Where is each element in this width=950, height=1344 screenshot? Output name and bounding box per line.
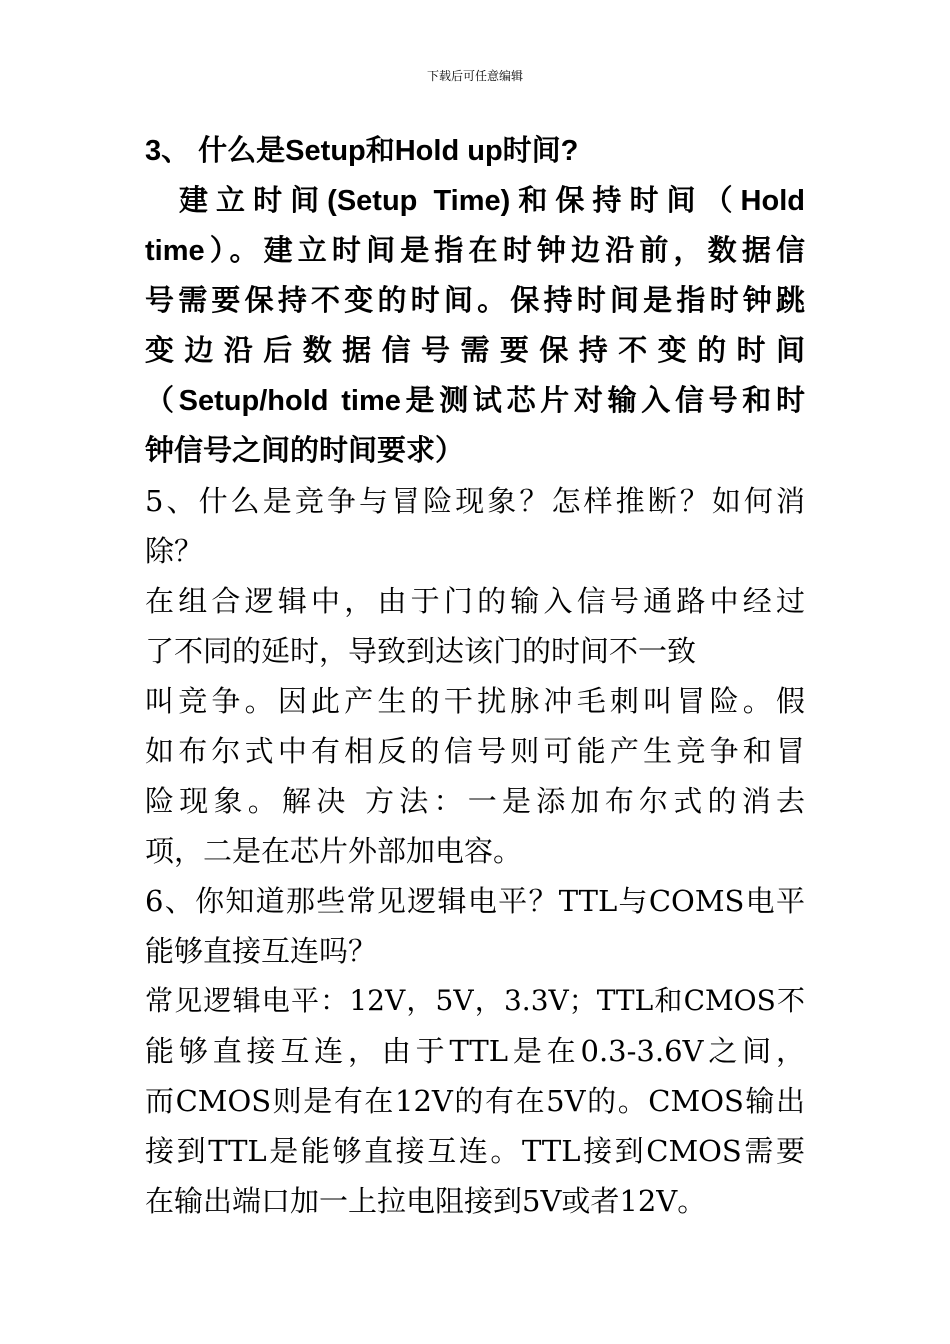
answer-3-line-5: （Setup/hold time是测试芯片对输入信号和时 xyxy=(145,385,805,417)
answer-6-line-5: 在输出端口加一上拉电阻接到5V或者12V。 xyxy=(145,1184,707,1218)
answer-3-line-6: 钟信号之间的时间要求） xyxy=(145,435,465,467)
answer-5-line-6: 项，二是在芯片外部加电容。 xyxy=(145,834,523,868)
answer-5-line-5: 险现象。解决 方法：一是添加布尔式的消去 xyxy=(145,784,805,818)
question-5-line-2: 除？ xyxy=(145,534,204,568)
document-body xyxy=(145,126,805,1226)
answer-3-line-3: 号需要保持不变的时间。保持时间是指时钟跳 xyxy=(145,285,805,317)
answer-5-line-2: 了不同的延时，导致到达该门的时间不一致 xyxy=(145,634,697,668)
answer-5-line-1: 在组合逻辑中，由于门的输入信号通路中经过 xyxy=(145,584,805,618)
answer-6-line-4: 接到TTL是能够直接互连。TTL接到CMOS需要 xyxy=(145,1134,805,1168)
answer-6-line-1: 常见逻辑电平：12V，5V，3.3V；TTL和CMOS不 xyxy=(145,984,805,1017)
question-3-heading: 3、 什么是Setup和Hold up时间? xyxy=(145,135,579,167)
answer-6-line-3: 而CMOS则是有在12V的有在5V的。CMOS输出 xyxy=(145,1084,805,1118)
answer-6-line-2: 能够直接互连，由于TTL是在0.3-3.6V之间， xyxy=(145,1034,805,1068)
answer-5-line-4: 如布尔式中有相反的信号则可能产生竞争和冒 xyxy=(145,734,805,768)
answer-3-line-4: 变边沿后数据信号需要保持不变的时间 xyxy=(145,335,805,367)
question-6-line-1: 6、你知道那些常见逻辑电平？TTL与COMS电平 xyxy=(145,884,805,918)
page-header: 下载后可任意编辑 xyxy=(426,69,523,83)
question-5-line-1: 5、什么是竞争与冒险现象？怎样推断？如何消 xyxy=(145,484,805,518)
answer-3-line-2: time）。建立时间是指在时钟边沿前，数据信 xyxy=(145,235,805,267)
answer-5-line-3: 叫竞争。因此产生的干扰脉冲毛刺叫冒险。假 xyxy=(145,684,805,718)
answer-3-line-1: 建立时间(Setup Time)和保持时间（Hold xyxy=(179,185,805,217)
question-6-line-2: 能够直接互连吗？ xyxy=(145,934,378,968)
